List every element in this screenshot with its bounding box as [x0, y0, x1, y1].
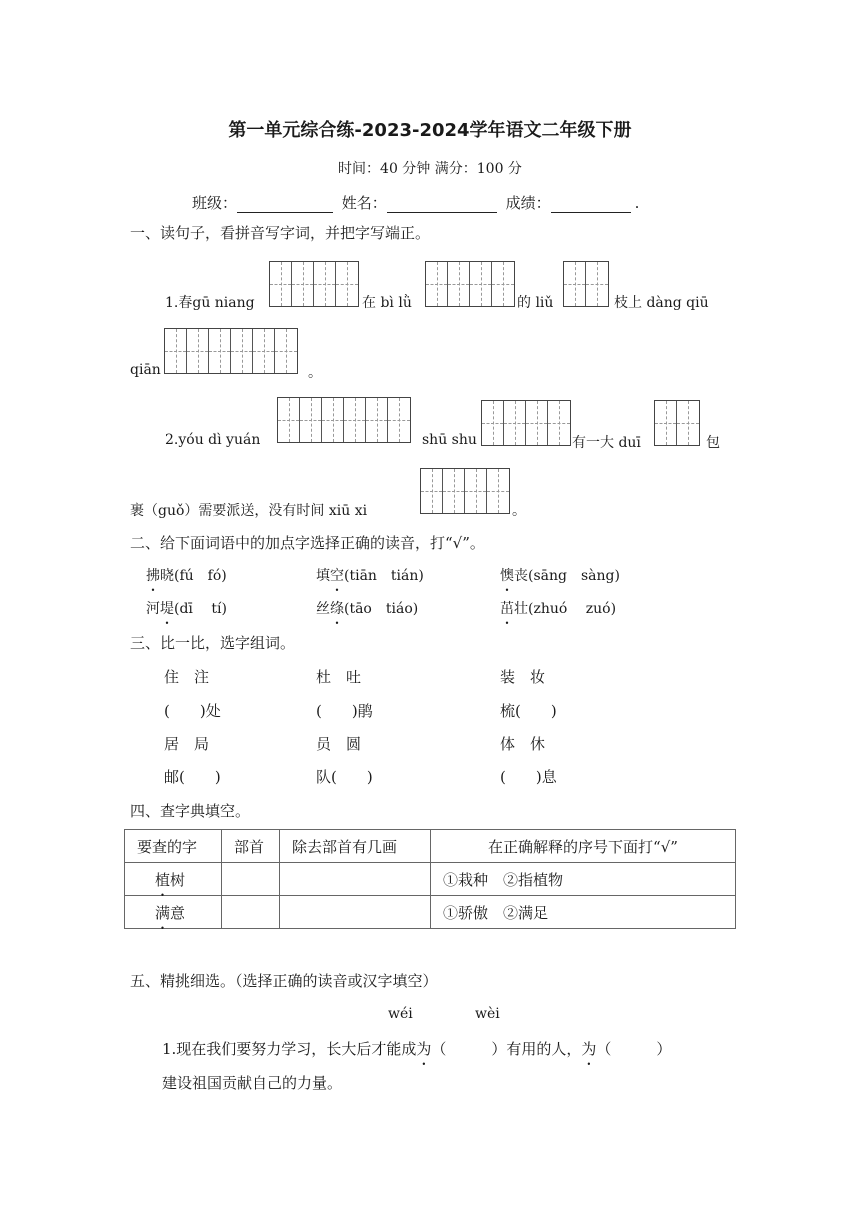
table-row	[125, 896, 736, 929]
q2-text-f: 。	[512, 503, 526, 519]
score-field[interactable]	[551, 196, 631, 213]
writing-grid-bilv[interactable]	[425, 261, 515, 307]
col-header: 要查的字	[125, 830, 222, 863]
name-label: 姓名：	[341, 194, 387, 212]
writing-grid-dui[interactable]	[654, 400, 700, 446]
end-dot: .	[634, 194, 640, 212]
q1-text-d: 枝上 dàng qiū	[614, 295, 709, 311]
q1-text-e: qiān	[130, 362, 161, 378]
q2-text-b: shū shu	[422, 432, 477, 448]
q2-text-c: 有一大 duī	[572, 435, 641, 451]
section1-heading: 一、读句子，看拼音写字词，并把字写端正。	[130, 224, 431, 242]
col-header: 除去部首有几画	[280, 830, 431, 863]
compare-blank[interactable]: 队( )	[316, 768, 373, 786]
writing-grid-shushu[interactable]	[481, 400, 571, 446]
strokes-blank[interactable]	[280, 896, 431, 929]
score-label: 成绩：	[505, 194, 551, 212]
compare-blank[interactable]: ( )处	[164, 702, 221, 720]
section2-heading: 二、给下面词语中的加点字选择正确的读音，打“√”。	[130, 534, 485, 552]
class-label: 班级：	[192, 194, 238, 212]
q2-text-e: 裹（guǒ）需要派送，没有时间 xiū xi	[130, 503, 368, 519]
table-row	[125, 863, 736, 896]
q1-text-f: 。	[308, 365, 322, 381]
radical-blank[interactable]	[222, 863, 280, 896]
pronunciation-item[interactable]: 拂晓(fú fó)	[146, 568, 227, 584]
meaning-options[interactable]: ①骄傲 ②满足	[431, 896, 736, 929]
compare-cell: 居 局	[164, 735, 210, 753]
q5-sentence[interactable]: 1.现在我们要努力学习，长大后才能成为（ ）有用的人，为（ ）	[162, 1040, 672, 1058]
radical-blank[interactable]	[222, 896, 280, 929]
name-field[interactable]	[387, 196, 497, 213]
exam-meta: 时间：40 分钟 满分：100 分	[338, 161, 522, 177]
pinyin-option-wei4: wèi	[475, 1006, 500, 1022]
lookup-char: 满意	[125, 896, 222, 929]
strokes-blank[interactable]	[280, 863, 431, 896]
q1-text-c: 的 liǔ	[517, 295, 554, 311]
compare-blank[interactable]: ( )鹃	[316, 702, 373, 720]
pinyin-option-wei2: wéi	[388, 1006, 413, 1022]
compare-blank[interactable]: ( )息	[500, 768, 557, 786]
compare-cell: 员 圆	[316, 735, 362, 753]
q2-text-d: 包	[706, 435, 720, 451]
pronunciation-item[interactable]: 丝绦(tāo tiáo)	[316, 601, 419, 617]
writing-grid-liu[interactable]	[563, 261, 609, 307]
section4-heading: 四、查字典填空。	[130, 802, 251, 820]
class-field[interactable]	[237, 196, 333, 213]
compare-blank[interactable]: 邮( )	[164, 768, 221, 786]
pronunciation-item[interactable]: 懊丧(sāng sàng)	[500, 568, 620, 584]
compare-cell: 住 注	[164, 668, 210, 686]
student-info-row	[192, 192, 639, 213]
writing-grid-youdiyuan[interactable]	[277, 397, 411, 443]
compare-cell: 装 妆	[500, 668, 546, 686]
writing-grid-xiuxi[interactable]	[420, 468, 510, 514]
q1-text-b: 在 bì lǜ	[362, 295, 412, 311]
q2-text-a: 2.yóu dì yuán	[165, 432, 261, 448]
pronunciation-item[interactable]: 茁壮(zhuó zuó)	[500, 601, 617, 617]
meaning-options[interactable]: ①栽种 ②指植物	[431, 863, 736, 896]
compare-cell: 杜 吐	[316, 668, 362, 686]
section5-heading: 五、精挑细选。（选择正确的读音或汉字填空）	[130, 972, 438, 990]
q1-text-a: 1.春gū niang	[165, 295, 255, 311]
writing-grid-dangqiuqian[interactable]	[164, 328, 298, 374]
pronunciation-item[interactable]: 填空(tiān tián)	[316, 568, 424, 584]
col-header: 在正确解释的序号下面打“√”	[431, 830, 736, 863]
dictionary-table	[124, 829, 736, 929]
q5-sentence-cont: 建设祖国贡献自己的力量。	[162, 1074, 343, 1092]
col-header: 部首	[222, 830, 280, 863]
compare-cell: 体 休	[500, 735, 546, 753]
lookup-char: 植树	[125, 863, 222, 896]
section3-heading: 三、比一比，选字组词。	[130, 634, 296, 652]
table-header-row	[125, 830, 736, 863]
compare-blank[interactable]: 梳( )	[500, 702, 557, 720]
pronunciation-item[interactable]: 河堤(dī tí)	[146, 601, 227, 617]
writing-grid-guniang[interactable]	[269, 261, 359, 307]
page-title: 第一单元综合练-2023-2024学年语文二年级下册	[228, 120, 632, 141]
